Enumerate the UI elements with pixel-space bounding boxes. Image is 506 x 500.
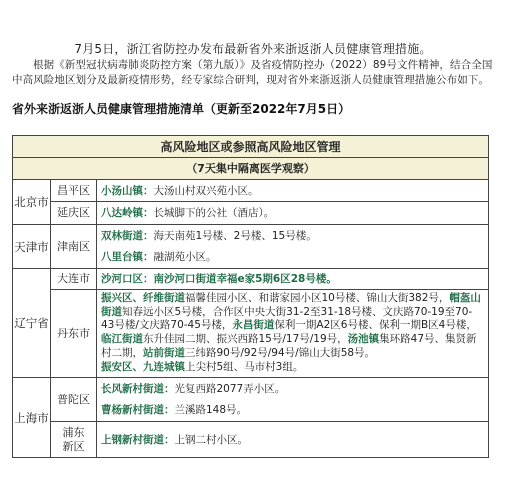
town-label: 九连城镇: [143, 360, 185, 373]
district-line: 新区: [62, 439, 85, 453]
detail-cell: [97, 180, 489, 202]
town-label: 八里台镇：: [101, 251, 154, 264]
city-cell: 北京市: [13, 180, 51, 225]
town-label: 八达岭镇：: [101, 207, 154, 219]
address-text: 上钢二村小区。: [174, 433, 248, 446]
table-row: [13, 269, 489, 290]
address-text: 上尖村5组、马市村3组。: [185, 360, 304, 373]
town-label: 汤池镇: [347, 333, 380, 346]
table-row: [13, 290, 489, 378]
address-text: 光复西路2077弄小区。: [174, 382, 286, 395]
table-header-subtitle: （7天集中隔离医学观察）: [13, 158, 489, 180]
district-label: 振安区、: [101, 360, 143, 373]
province-cell: 辽宁省: [13, 269, 51, 378]
table-header-title: 高风险地区或参照高风险地区管理: [13, 136, 489, 158]
address-text: 知春远小区5号楼，合作区中央大街31-2至31-18号楼、文庆路70-19至70-43号楼/文庆路70-45号楼，: [101, 305, 473, 332]
address-text: 保利一期A2区6号楼、保利一期B区4号楼，: [274, 319, 477, 332]
district-label: 振兴区、: [101, 292, 143, 304]
detail-cell: [97, 400, 489, 422]
address-text: 大汤山村双兴苑小区。: [153, 184, 259, 197]
town-label: 沙河口区：南沙河口街道幸福e家5期6区28号楼。: [101, 273, 337, 285]
detail-cell: [97, 225, 489, 247]
address-text: 兰溪路148号。: [174, 404, 248, 417]
list-title: 省外来浙返浙人员健康管理措施清单（更新至2022年7月5日）: [12, 102, 351, 116]
town-label: 曹杨新村街道：: [101, 404, 175, 417]
table-row: [13, 378, 489, 400]
town-label: 帽盔山街道: [101, 292, 481, 318]
detail-cell: [97, 378, 489, 400]
city-cell: 天津市: [13, 225, 51, 269]
detail-cell: [97, 269, 489, 290]
address-text: 集环路47号、集贤新村二期，: [101, 333, 477, 359]
district-cell: 延庆区: [51, 202, 97, 225]
detail-cell: [97, 202, 489, 225]
table-row: [13, 225, 489, 247]
town-label: 临江街道: [101, 333, 143, 346]
detail-cell: [97, 422, 489, 458]
address-text: 融湖苑小区。: [153, 251, 217, 264]
table-row: [13, 180, 489, 202]
address-text: 长城脚下的公社（酒店）。: [153, 207, 275, 219]
table-row: [13, 422, 489, 458]
town-label: 双林街道：: [101, 229, 154, 242]
district-cell: 津南区: [51, 225, 97, 269]
district-line: 浦东: [62, 425, 85, 439]
intro-paragraph: 根据《新型冠状病毒肺炎防控方案（第九版）》及省疫情防控办（2022）89号文件精神，结合全国中高风险地区划分及最新疫情形势，经专家综合研判，现对省外来浙返浙人员健康管理措施公布如下。: [12, 59, 493, 86]
address-text: 海天南苑1号楼、2号楼、15号楼。: [153, 229, 317, 242]
table-row: [13, 202, 489, 225]
address-text: 三纬路90号/92号/94号/锦山大街58号。: [185, 346, 376, 359]
district-cell: 普陀区: [51, 378, 97, 422]
detail-cell: [97, 247, 489, 269]
city-cell: 上海市: [13, 378, 51, 458]
town-label: 小汤山镇：: [101, 184, 154, 197]
town-label: 长风新村街道：: [101, 382, 175, 395]
district-cell: [51, 422, 97, 458]
town-label: 纤维街道: [143, 292, 185, 304]
town-label: 站前街道: [143, 346, 185, 359]
risk-area-table: [12, 135, 489, 458]
town-label: 上钢新村街道：: [101, 433, 175, 446]
city-cell: 丹东市: [51, 290, 97, 378]
headline: 7月5日，浙江省防控办发布最新省外来浙返浙人员健康管理措施。: [74, 42, 432, 56]
address-text: 东升佳园二期、振兴西路15号/17号/19号，: [143, 333, 348, 346]
address-text: 福馨佳园小区、和谐家园小区10号楼、锦山大街382号，: [185, 292, 450, 304]
detail-cell: [97, 290, 489, 378]
town-label: 永昌街道: [232, 319, 275, 332]
city-cell: 大连市: [51, 269, 97, 290]
district-cell: 昌平区: [51, 180, 97, 202]
